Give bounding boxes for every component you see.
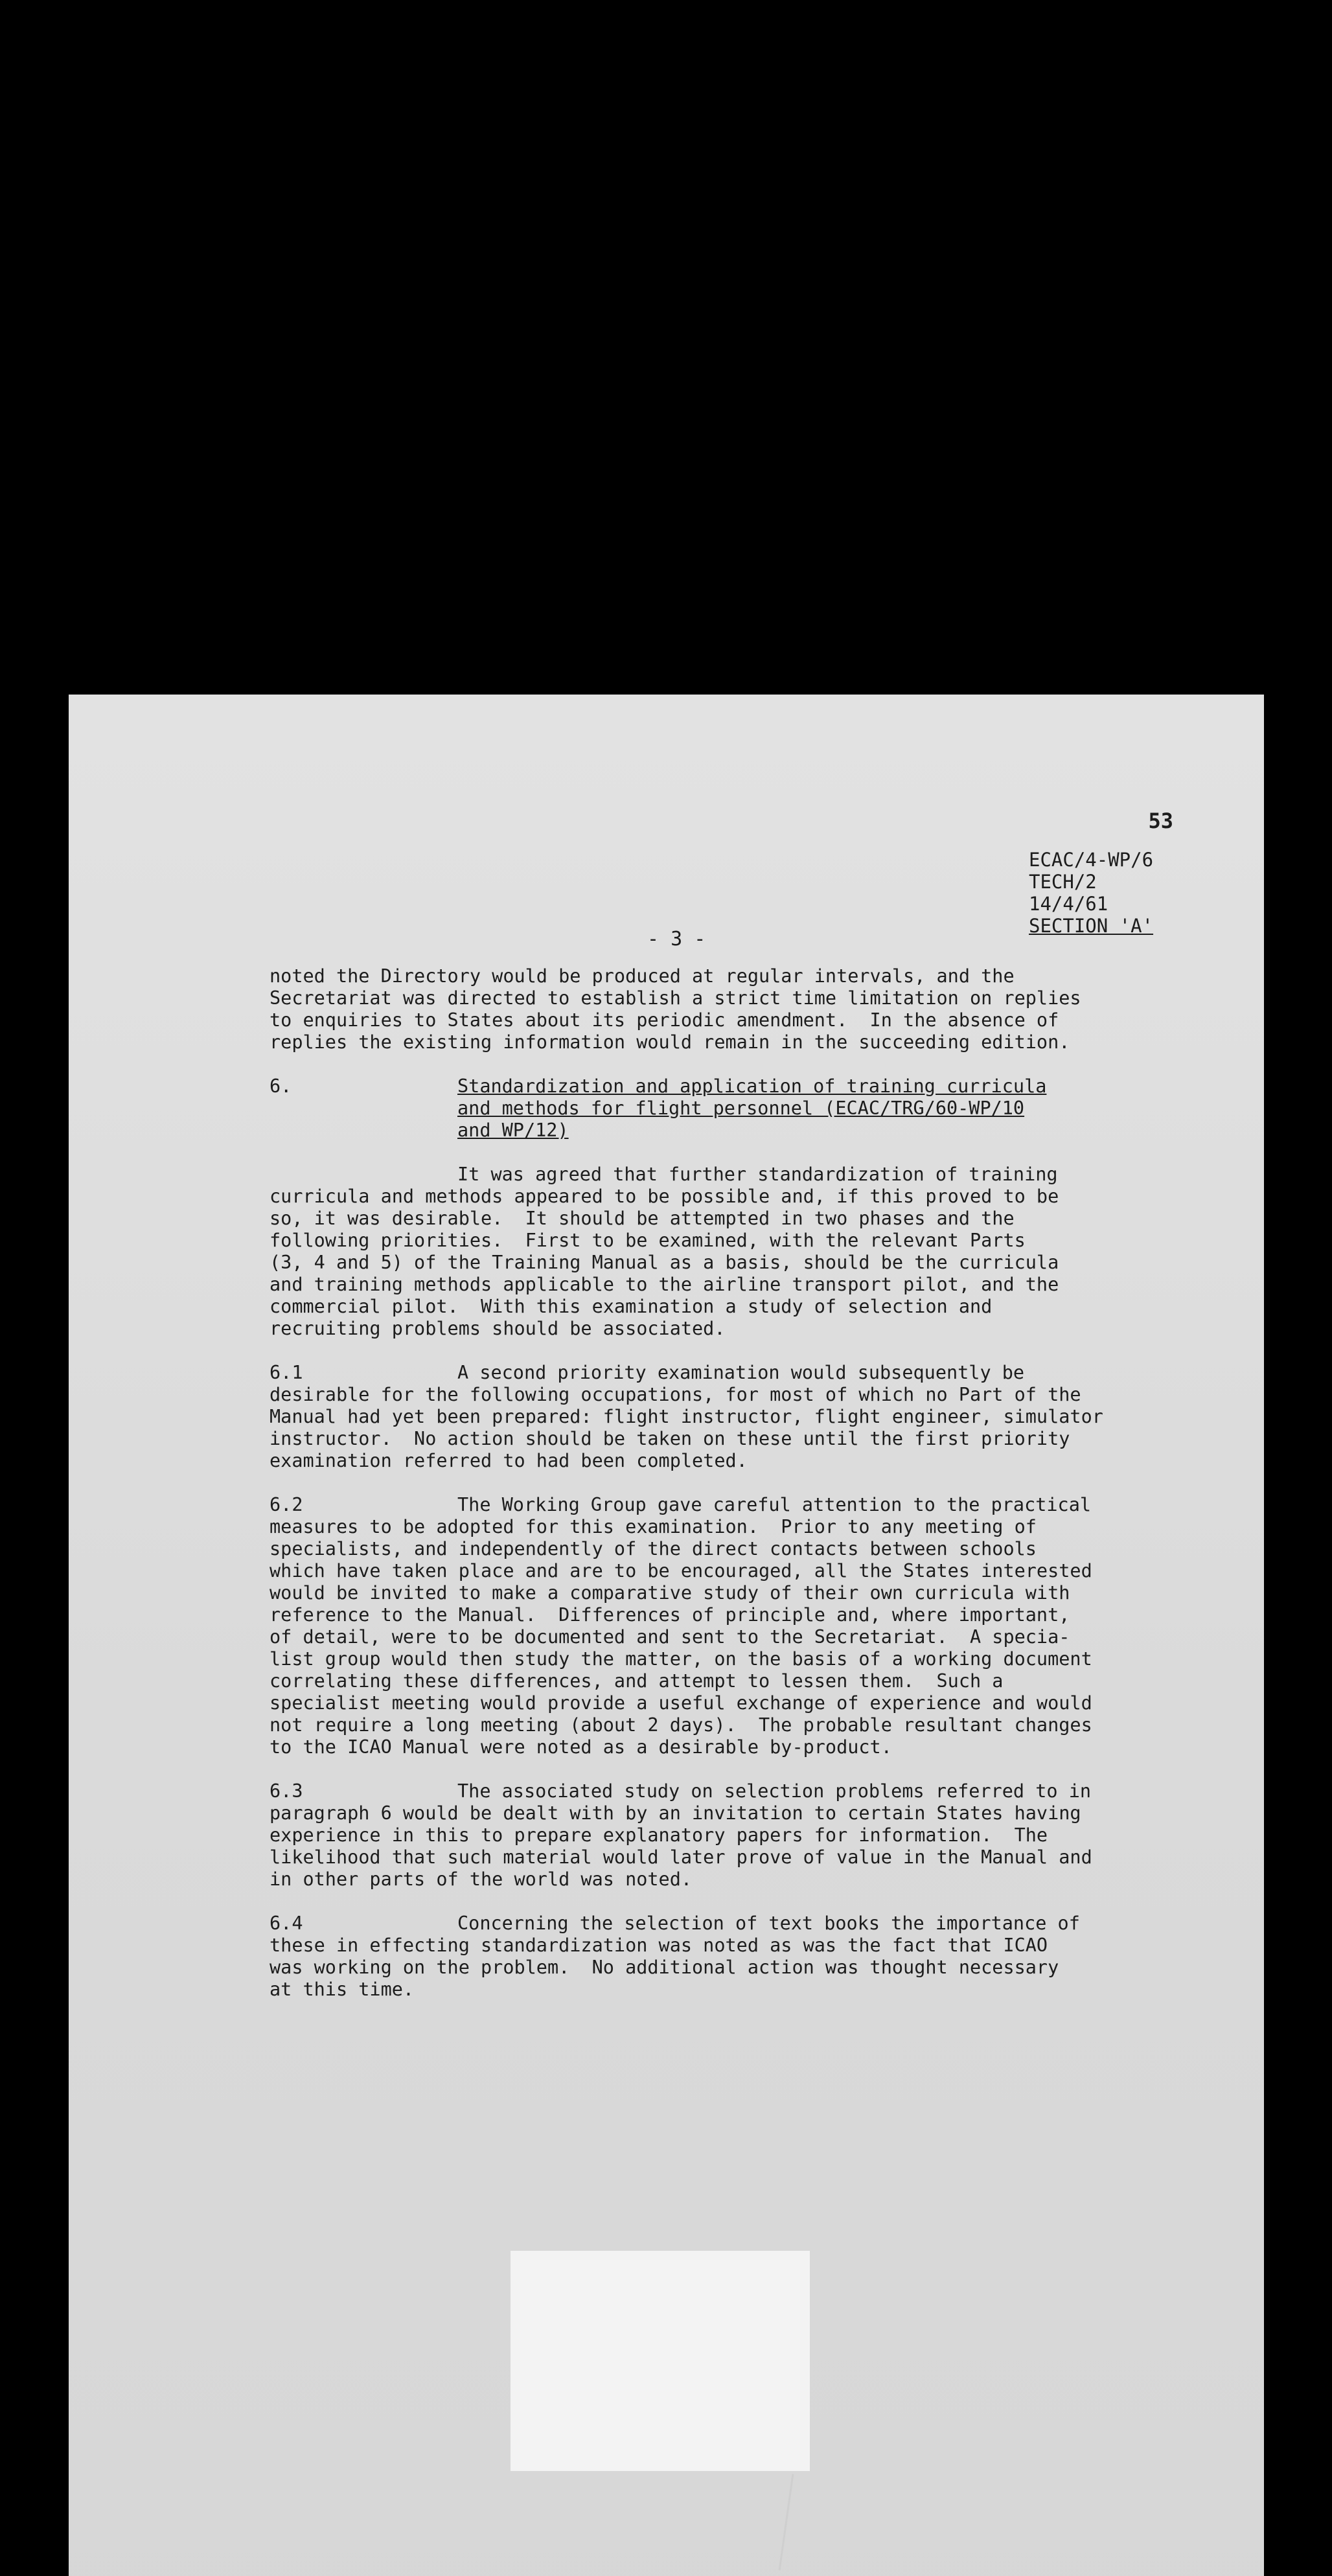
reference-date: 14/4/61 [1029, 893, 1108, 915]
text-line: list group would then study the matter, on the basis of a working document [270, 1648, 1092, 1670]
reference-block [1029, 849, 1153, 937]
paragraph-6-1 [270, 1362, 1222, 1472]
text-line: Concerning the selection of text books the importance of [457, 1913, 1080, 1934]
text-line: (3, 4 and 5) of the Training Manual as a basis, should be the curricula [270, 1252, 1059, 1273]
intro-paragraph [270, 965, 1222, 1053]
heading-line: and methods for flight personnel (ECAC/TRG/60-WP/10 [457, 1098, 1025, 1119]
text-line: specialists, and independently of the direct contacts between schools [270, 1538, 1037, 1559]
text-line: these in effecting standardization was noted as was the fact that ICAO [270, 1935, 1048, 1956]
text-line: which have taken place and are to be encouraged, all the States interested [270, 1560, 1092, 1581]
paragraph-number: 6.1 [270, 1362, 303, 1383]
heading-line: Standardization and application of training curricula [457, 1075, 1047, 1097]
text-line: of detail, were to be documented and sent to the Secretariat. A specia- [270, 1626, 1070, 1648]
heading-line: and WP/12) [457, 1120, 569, 1141]
folio-number: 53 [1148, 809, 1173, 833]
paragraph-6-4 [270, 1913, 1222, 2001]
text-line: to the ICAO Manual were noted as a desirable by-product. [270, 1736, 892, 1758]
blank-film-stub [511, 2251, 810, 2471]
text-line: desirable for the following occupations, for most of which no Part of the [270, 1384, 1081, 1405]
text-line: replies the existing information would remain in the succeeding edition. [270, 1031, 1070, 1053]
text-line: at this time. [270, 1979, 415, 2000]
text-line: experience in this to prepare explanatory papers for information. The [270, 1824, 1048, 1846]
text-line: measures to be adopted for this examination. Prior to any meeting of [270, 1516, 1037, 1537]
text-line: specialist meeting would provide a useful exchange of experience and would [270, 1692, 1092, 1714]
text-line: curricula and methods appeared to be possible and, if this proved to be [270, 1186, 1059, 1207]
text-line: likelihood that such material would later prove of value in the Manual and [270, 1846, 1092, 1868]
body-text [270, 965, 1222, 2001]
paragraph-6-3 [270, 1780, 1222, 1891]
text-line: The Working Group gave careful attention to the practical [457, 1494, 1092, 1515]
text-line: correlating these differences, and attempt to lessen them. Such a [270, 1670, 1004, 1692]
text-line: following priorities. First to be examined, with the relevant Parts [270, 1230, 1026, 1251]
text-line: not require a long meeting (about 2 days). The probable resultant changes [270, 1714, 1092, 1736]
text-line: reference to the Manual. Differences of principle and, where important, [270, 1604, 1070, 1626]
text-line: recruiting problems should be associated. [270, 1318, 726, 1339]
text-line: to enquiries to States about its periodic amendment. In the absence of [270, 1009, 1059, 1031]
section-number: 6. [270, 1075, 292, 1097]
paragraph-number: 6.2 [270, 1494, 303, 1515]
text-line: and training methods applicable to the airline transport pilot, and the [270, 1274, 1059, 1295]
text-line: would be invited to make a comparative study of their own curricula with [270, 1582, 1070, 1604]
reference-tech: TECH/2 [1029, 871, 1097, 893]
text-line: so, it was desirable. It should be attempted in two phases and the [270, 1208, 1015, 1229]
text-line: instructor. No action should be taken on these until the first priority [270, 1428, 1070, 1449]
text-line: was working on the problem. No additional action was thought necessary [270, 1957, 1059, 1978]
reference-section: SECTION 'A' [1029, 915, 1154, 937]
text-line: It was agreed that further standardization of training [457, 1164, 1058, 1185]
paragraph-number: 6.4 [270, 1913, 303, 1934]
page-number: - 3 - [647, 928, 706, 950]
paragraph-6-2 [270, 1494, 1222, 1758]
text-line: paragraph 6 would be dealt with by an invitation to certain States having [270, 1802, 1081, 1824]
text-line: examination referred to had been completed. [270, 1450, 748, 1471]
text-line: noted the Directory would be produced at regular intervals, and the [270, 965, 1015, 987]
text-line: Manual had yet been prepared: flight instructor, flight engineer, simulator [270, 1406, 1103, 1427]
paragraph-number: 6.3 [270, 1780, 303, 1802]
text-line: A second priority examination would subsequently be [457, 1362, 1025, 1383]
text-line: commercial pilot. With this examination a study of selection and [270, 1296, 993, 1317]
reference-doc: ECAC/4-WP/6 [1029, 849, 1154, 871]
text-line: Secretariat was directed to establish a strict time limitation on replies [270, 987, 1081, 1009]
section-6-heading [270, 1075, 1222, 1142]
text-line: The associated study on selection problems referred to in [457, 1780, 1092, 1802]
section-6-paragraph [270, 1164, 1222, 1340]
text-line: in other parts of the world was noted. [270, 1869, 693, 1890]
